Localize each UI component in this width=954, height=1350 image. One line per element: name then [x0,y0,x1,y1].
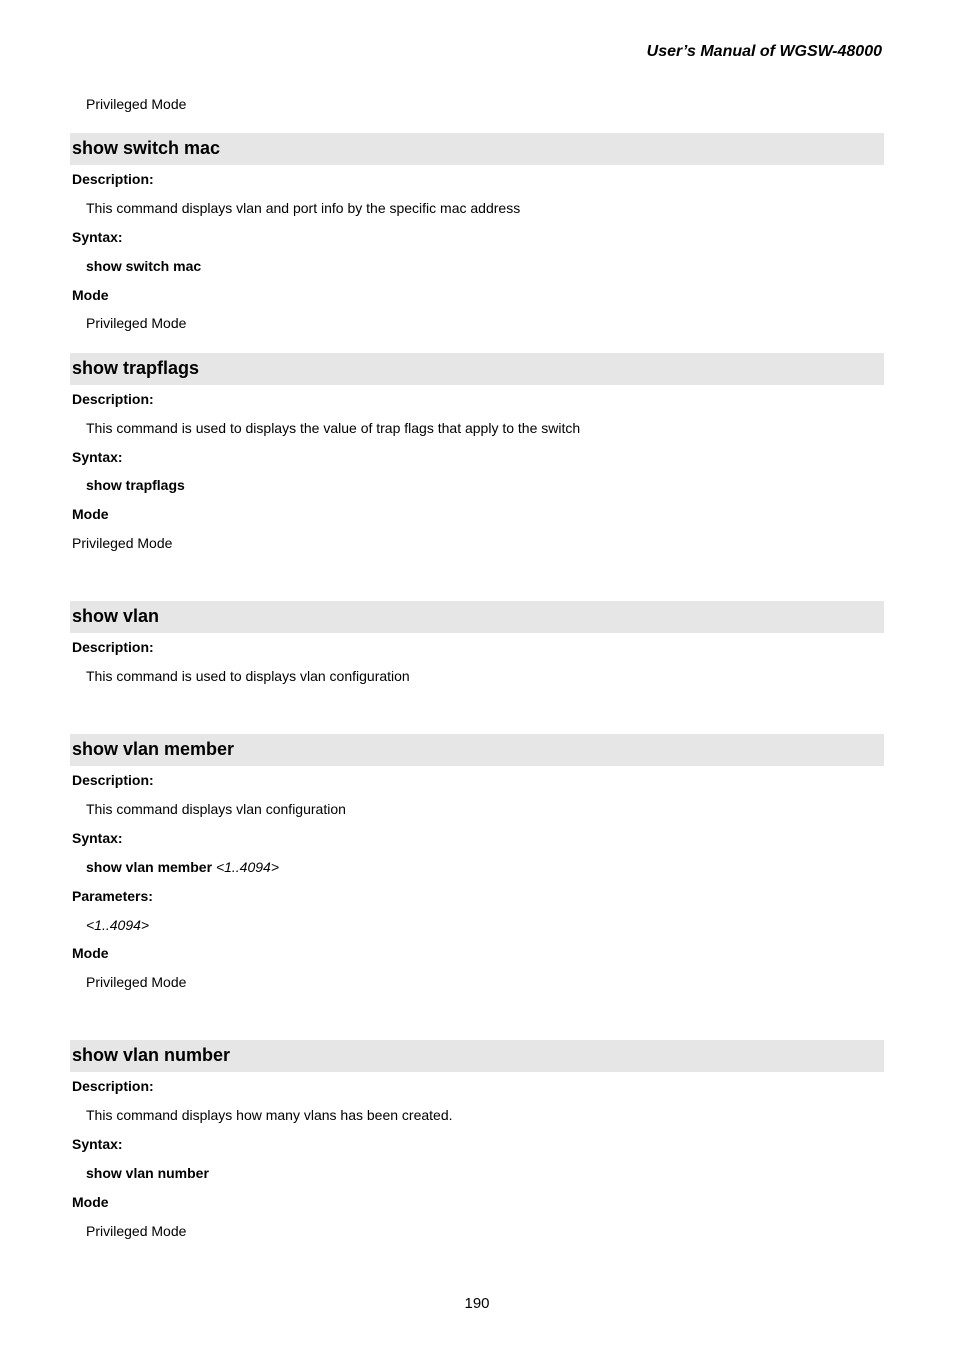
parameters-label: Parameters: [72,888,153,904]
mode-label: Mode [72,287,109,303]
section-header-show-vlan-member [70,734,884,766]
description-label: Description: [72,391,154,407]
mode-value: Privileged Mode [72,535,173,551]
syntax-command: show vlan number [86,1165,209,1181]
description-label: Description: [72,772,154,788]
section-header-show-trapflags [70,353,884,385]
parameter-value: <1..4094> [86,917,150,933]
section-title: show vlan [72,606,160,626]
syntax-label: Syntax: [72,830,123,846]
mode-label: Mode [72,506,109,522]
section-title: show trapflags [72,358,200,378]
syntax-label: Syntax: [72,1136,123,1152]
syntax-command [86,859,279,875]
syntax-label: Syntax: [72,449,123,465]
mode-value: Privileged Mode [86,315,187,331]
syntax-command: show trapflags [86,477,185,493]
syntax-command-name: show vlan member [86,859,213,875]
mode-label: Mode [72,945,109,961]
mode-label: Mode [72,1194,109,1210]
description-text: This command is used to displays vlan configuration [86,668,410,684]
section-title: show vlan number [72,1045,231,1065]
section-header-show-vlan [70,601,884,633]
description-label: Description: [72,639,154,655]
description-text: This command displays how many vlans has been created. [86,1107,453,1123]
syntax-parameter: <1..4094> [215,859,279,875]
section-header-show-switch-mac [70,133,884,165]
intro-mode-value: Privileged Mode [86,96,187,112]
description-label: Description: [72,1078,154,1094]
section-header-show-vlan-number [70,1040,884,1072]
description-text: This command displays vlan and port info by the specific mac address [86,200,521,216]
section-title: show vlan member [72,739,235,759]
description-text: This command is used to displays the value of trap flags that apply to the switch [86,420,581,436]
description-text: This command displays vlan configuration [86,801,346,817]
syntax-label: Syntax: [72,229,123,245]
syntax-command: show switch mac [86,258,202,274]
page-number: 190 [464,1295,490,1312]
description-label: Description: [72,171,154,187]
section-title: show switch mac [72,138,221,158]
manual-header-title: User’s Manual of WGSW-48000 [646,43,882,60]
mode-value: Privileged Mode [86,1223,187,1239]
mode-value: Privileged Mode [86,974,187,990]
